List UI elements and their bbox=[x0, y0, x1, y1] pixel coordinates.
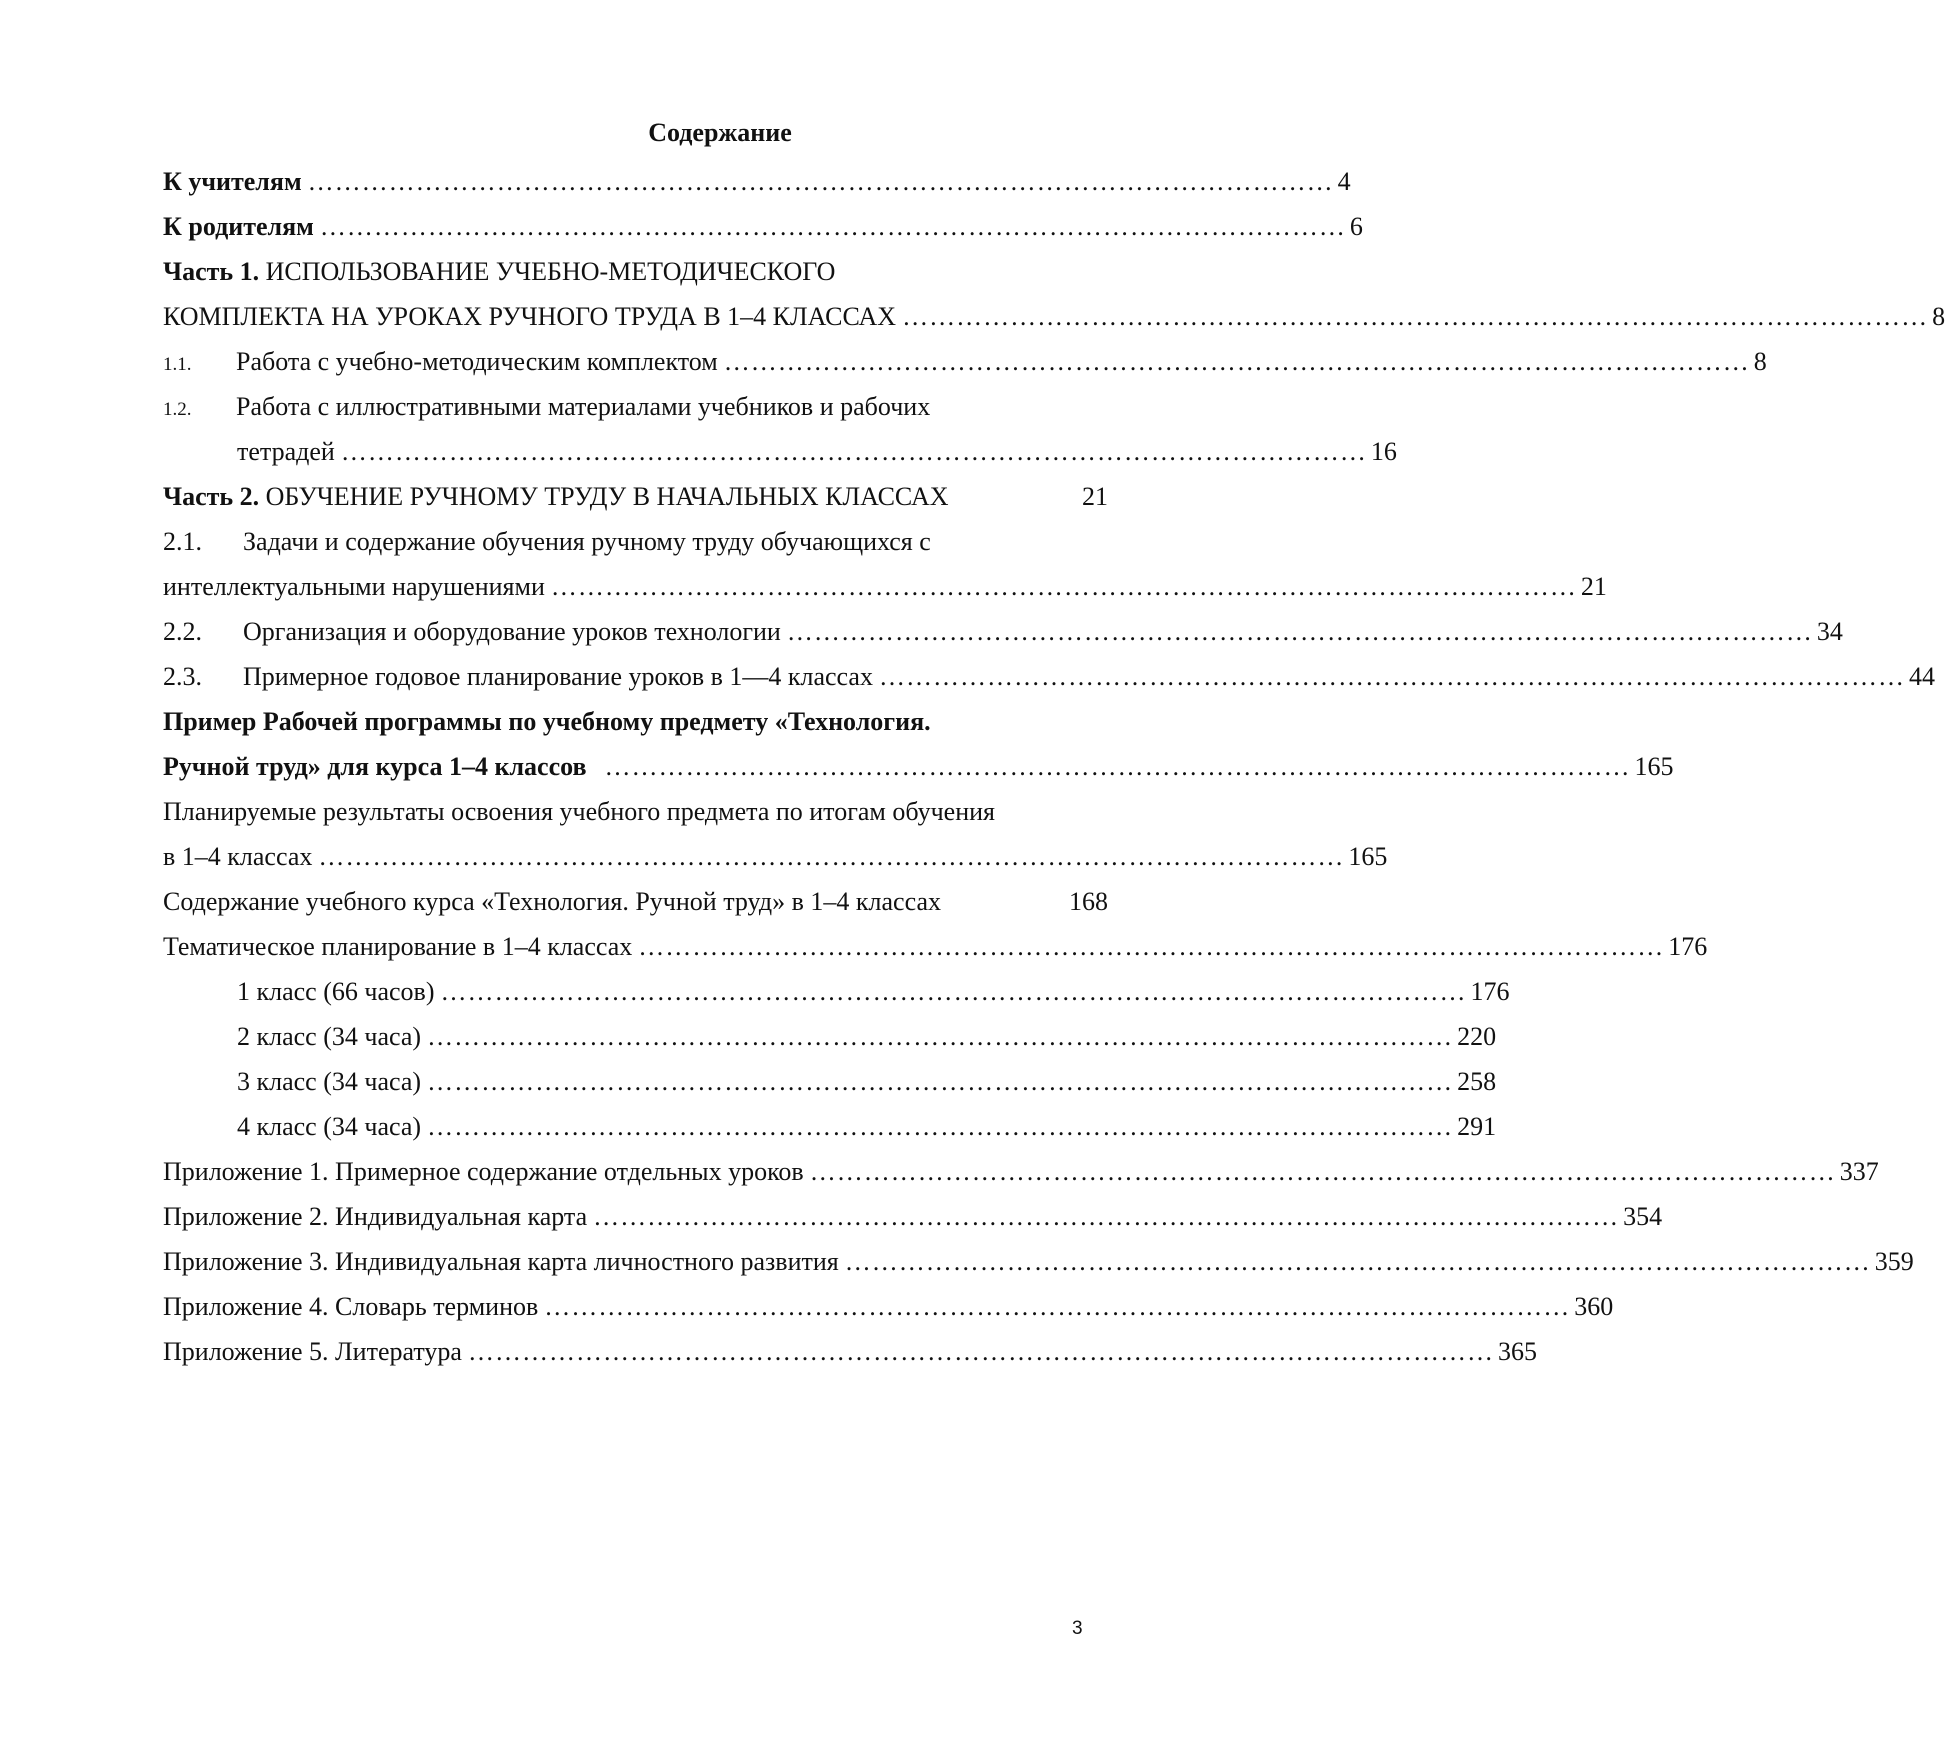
toc-label: Задачи и содержание обучения ручному труду обучающихся с bbox=[243, 527, 931, 556]
dot-leader: …………………………………………………………………………………………………… bbox=[307, 167, 1334, 196]
toc-entry-2-3[interactable] bbox=[163, 657, 1935, 697]
toc-label: Приложение 5. Литература bbox=[163, 1337, 462, 1366]
dot-leader: …………………………………………………………………………………………………… bbox=[844, 1247, 1871, 1276]
dot-leader: …………………………………………………………………………………………………… bbox=[786, 617, 1813, 646]
toc-label: Приложение 1. Примерное содержание отдельных уроков bbox=[163, 1157, 804, 1186]
dot-leader: …………………………………………………………………………………………………… bbox=[340, 437, 1367, 466]
dot-leader: …………………………………………………………………………………………………… bbox=[467, 1337, 1494, 1366]
toc-entry-part1-cont[interactable] bbox=[163, 297, 1945, 337]
toc-page: 34 bbox=[1816, 617, 1843, 646]
dot-leader: …………………………………………………………………………………………………… bbox=[809, 1157, 1836, 1186]
toc-page: 165 bbox=[1348, 842, 1388, 871]
toc-label-cont: в 1–4 классах bbox=[163, 842, 313, 871]
toc-label: Приложение 3. Индивидуальная карта личностного развития bbox=[163, 1247, 839, 1276]
toc-label: 2 класс (34 часа) bbox=[237, 1022, 422, 1051]
toc-entry-teachers[interactable] bbox=[163, 162, 1351, 202]
dot-leader: …………………………………………………………………………………………………… bbox=[544, 1292, 1571, 1321]
toc-label-cont: Ручной труд» для курса 1–4 классов bbox=[163, 752, 587, 781]
toc-page: 360 bbox=[1574, 1292, 1614, 1321]
toc-entry-appendix-5[interactable] bbox=[163, 1332, 1537, 1372]
toc-page: 354 bbox=[1623, 1202, 1663, 1231]
toc-label: Планируемые результаты освоения учебного предмета по итогам обучения bbox=[163, 797, 995, 826]
toc-entry-thematic-planning[interactable] bbox=[163, 927, 1708, 967]
dot-leader: …………………………………………………………………………………………………… bbox=[604, 752, 1631, 781]
toc-label: 1 класс (66 часов) bbox=[237, 977, 435, 1006]
dot-leader: …………………………………………………………………………………………………… bbox=[427, 1022, 1454, 1051]
toc-page: 176 bbox=[1470, 977, 1510, 1006]
toc-label: Работа с иллюстративными материалами учебников и рабочих bbox=[236, 392, 931, 421]
toc-entry-appendix-2[interactable] bbox=[163, 1197, 1663, 1237]
toc-page: 16 bbox=[1370, 437, 1397, 466]
toc-page: 21 bbox=[1580, 572, 1607, 601]
dot-leader: …………………………………………………………………………………………………… bbox=[427, 1067, 1454, 1096]
toc-page: 365 bbox=[1497, 1337, 1537, 1366]
toc-page: 4 bbox=[1337, 167, 1351, 196]
toc-entry-1-1[interactable] bbox=[163, 342, 1767, 382]
dot-leader: …………………………………………………………………………………………………… bbox=[902, 302, 1929, 331]
toc-entry-grade-2[interactable] bbox=[237, 1017, 1497, 1057]
dot-leader: …………………………………………………………………………………………………… bbox=[427, 1112, 1454, 1141]
toc-entry-2-1-cont[interactable] bbox=[163, 567, 1607, 607]
toc-entry-2-1[interactable] bbox=[163, 522, 1108, 562]
toc-number: 2.1. bbox=[163, 527, 202, 556]
dot-leader: …………………………………………………………………………………………………… bbox=[550, 572, 1577, 601]
toc-entry-1-2[interactable] bbox=[163, 387, 1108, 427]
toc-entry-parents[interactable] bbox=[163, 207, 1363, 247]
toc-label: Пример Рабочей программы по учебному предмету «Технология. bbox=[163, 707, 931, 736]
toc-entry-appendix-4[interactable] bbox=[163, 1287, 1614, 1327]
toc-page: 359 bbox=[1874, 1247, 1914, 1276]
toc-entry-appendix-3[interactable] bbox=[163, 1242, 1914, 1282]
toc-part-label: Часть 1. bbox=[163, 257, 260, 286]
toc-entry-part2[interactable] bbox=[163, 477, 1108, 517]
toc-label: Содержание учебного курса «Технология. Ручной труд» в 1–4 классах bbox=[163, 887, 941, 916]
toc-page: 258 bbox=[1457, 1067, 1497, 1096]
toc-number: 2.3. bbox=[163, 662, 202, 691]
toc-page: 6 bbox=[1349, 212, 1363, 241]
dot-leader: …………………………………………………………………………………………………… bbox=[318, 842, 1345, 871]
toc-entry-1-2-cont[interactable] bbox=[237, 432, 1397, 472]
dot-leader: …………………………………………………………………………………………………… bbox=[878, 662, 1905, 691]
toc-page: 220 bbox=[1457, 1022, 1497, 1051]
toc-label-cont: интеллектуальными нарушениями bbox=[163, 572, 545, 601]
toc-entry-grade-4[interactable] bbox=[237, 1107, 1497, 1147]
toc-page: 44 bbox=[1908, 662, 1935, 691]
dot-leader: …………………………………………………………………………………………………… bbox=[440, 977, 1467, 1006]
toc-entry-sample-program-cont[interactable] bbox=[163, 747, 1674, 787]
toc-part-label: Часть 2. bbox=[163, 482, 260, 511]
toc-page: 165 bbox=[1634, 752, 1674, 781]
toc-page: 337 bbox=[1839, 1157, 1879, 1186]
toc-label: 3 класс (34 часа) bbox=[237, 1067, 422, 1096]
toc-number: 1.2. bbox=[163, 399, 192, 420]
toc-entry-grade-1[interactable] bbox=[237, 972, 1510, 1012]
dot-leader: …………………………………………………………………………………………………… bbox=[319, 212, 1346, 241]
page-title: Содержание bbox=[648, 118, 792, 147]
toc-page: 8 bbox=[1753, 347, 1767, 376]
toc-label: Тематическое планирование в 1–4 классах bbox=[163, 932, 633, 961]
toc-entry-grade-3[interactable] bbox=[237, 1062, 1497, 1102]
toc-label: 4 класс (34 часа) bbox=[237, 1112, 422, 1141]
toc-page: 176 bbox=[1668, 932, 1708, 961]
toc-number: 1.1. bbox=[163, 354, 192, 375]
toc-label-cont: КОМПЛЕКТА НА УРОКАХ РУЧНОГО ТРУДА В 1–4 КЛАССАХ bbox=[163, 302, 897, 331]
toc-label: Работа с учебно-методическим комплектом bbox=[236, 347, 718, 376]
toc-entry-2-2[interactable] bbox=[163, 612, 1843, 652]
toc-page: 168 bbox=[1069, 887, 1108, 916]
toc-entry-course-content[interactable] bbox=[163, 882, 1108, 922]
toc-entry-part1[interactable] bbox=[163, 252, 1108, 292]
toc-label: К учителям bbox=[163, 167, 302, 196]
toc-entry-planned-results[interactable] bbox=[163, 792, 1108, 832]
dot-leader: …………………………………………………………………………………………………… bbox=[593, 1202, 1620, 1231]
toc-entry-planned-results-cont[interactable] bbox=[163, 837, 1388, 877]
toc-label: К родителям bbox=[163, 212, 314, 241]
toc-label: Приложение 2. Индивидуальная карта bbox=[163, 1202, 588, 1231]
page-number: 3 bbox=[1072, 1618, 1083, 1639]
toc-label-cont: тетрадей bbox=[237, 437, 335, 466]
toc-label: ОБУЧЕНИЕ РУЧНОМУ ТРУДУ В НАЧАЛЬНЫХ КЛАССАХ bbox=[259, 482, 949, 511]
toc-label: Приложение 4. Словарь терминов bbox=[163, 1292, 539, 1321]
toc-entry-sample-program[interactable] bbox=[163, 702, 1108, 742]
toc-page: 8 bbox=[1932, 302, 1945, 331]
toc-label: Организация и оборудование уроков технологии bbox=[243, 617, 781, 646]
toc-page: 291 bbox=[1457, 1112, 1497, 1141]
toc-entry-appendix-1[interactable] bbox=[163, 1152, 1879, 1192]
dot-leader: …………………………………………………………………………………………………… bbox=[638, 932, 1665, 961]
toc-label: Примерное годовое планирование уроков в 1—4 классах bbox=[243, 662, 873, 691]
toc-number: 2.2. bbox=[163, 617, 202, 646]
dot-leader: …………………………………………………………………………………………………… bbox=[723, 347, 1750, 376]
toc-label: ИСПОЛЬЗОВАНИЕ УЧЕБНО-МЕТОДИЧЕСКОГО bbox=[259, 257, 836, 286]
toc-page: 21 bbox=[1082, 482, 1108, 511]
